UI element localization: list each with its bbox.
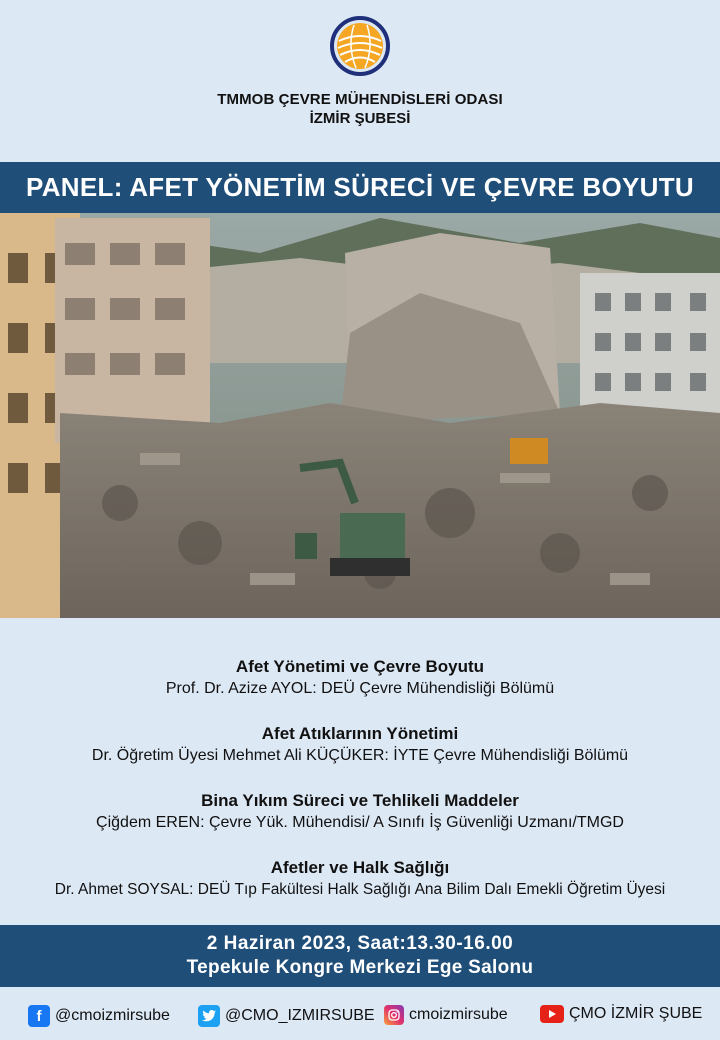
session-title: Afet Atıklarının Yönetimi (261, 724, 459, 743)
instagram-icon (384, 1005, 404, 1025)
session-title: Bina Yıkım Süreci ve Tehlikeli Maddeler (201, 791, 519, 810)
instagram-handle: cmoizmirsube (409, 1006, 508, 1023)
event-venue: Tepekule Kongre Merkezi Ege Salonu (186, 957, 534, 978)
header (0, 0, 720, 162)
session-title: Afetler ve Halk Sağlığı (270, 858, 450, 877)
session-title: Afet Yönetimi ve Çevre Boyutu (235, 657, 485, 676)
branch-name: İZMİR ŞUBESİ (309, 110, 411, 127)
youtube-icon (540, 1005, 564, 1023)
event-info-bar (0, 925, 720, 987)
sessions-list (0, 656, 720, 924)
facebook-icon: f (28, 1005, 50, 1027)
instagram-link[interactable] (384, 1005, 508, 1025)
panel-title: PANEL: AFET YÖNETİM SÜRECİ VE ÇEVRE BOYUTU (0, 162, 720, 213)
session-item (0, 790, 720, 857)
session-speaker: Çiğdem EREN: Çevre Yük. Mühendisi/ A Sınıfı İş Güvenliği Uzmanı/TMGD (96, 814, 624, 831)
facebook-link[interactable] (28, 1005, 170, 1027)
session-item (0, 857, 720, 924)
social-links (0, 1005, 720, 1033)
session-speaker: Dr. Öğretim Üyesi Mehmet Ali KÜÇÜKER: İYTE Çevre Mühendisliği Bölümü (91, 747, 629, 764)
globe-logo-icon (329, 15, 391, 77)
session-item (0, 656, 720, 723)
session-item (0, 723, 720, 790)
session-speaker: Prof. Dr. Azize AYOL: DEÜ Çevre Mühendisliği Bölümü (165, 680, 555, 697)
earthquake-rubble-photo (0, 213, 720, 618)
event-date-time: 2 Haziran 2023, Saat:13.30-16.00 (206, 933, 514, 954)
twitter-icon (198, 1005, 220, 1027)
org-name: TMMOB ÇEVRE MÜHENDİSLERİ ODASI (217, 91, 503, 108)
youtube-link[interactable] (540, 1005, 702, 1023)
session-speaker: Dr. Ahmet SOYSAL: DEÜ Tıp Fakültesi Halk Sağlığı Ana Bilim Dalı Emekli Öğretim Üyesi (54, 881, 666, 898)
twitter-link[interactable] (198, 1005, 375, 1027)
youtube-channel: ÇMO İZMİR ŞUBE (569, 1005, 703, 1022)
facebook-handle: @cmoizmirsube (55, 1007, 170, 1024)
twitter-handle: @CMO_IZMIRSUBE (225, 1007, 375, 1024)
